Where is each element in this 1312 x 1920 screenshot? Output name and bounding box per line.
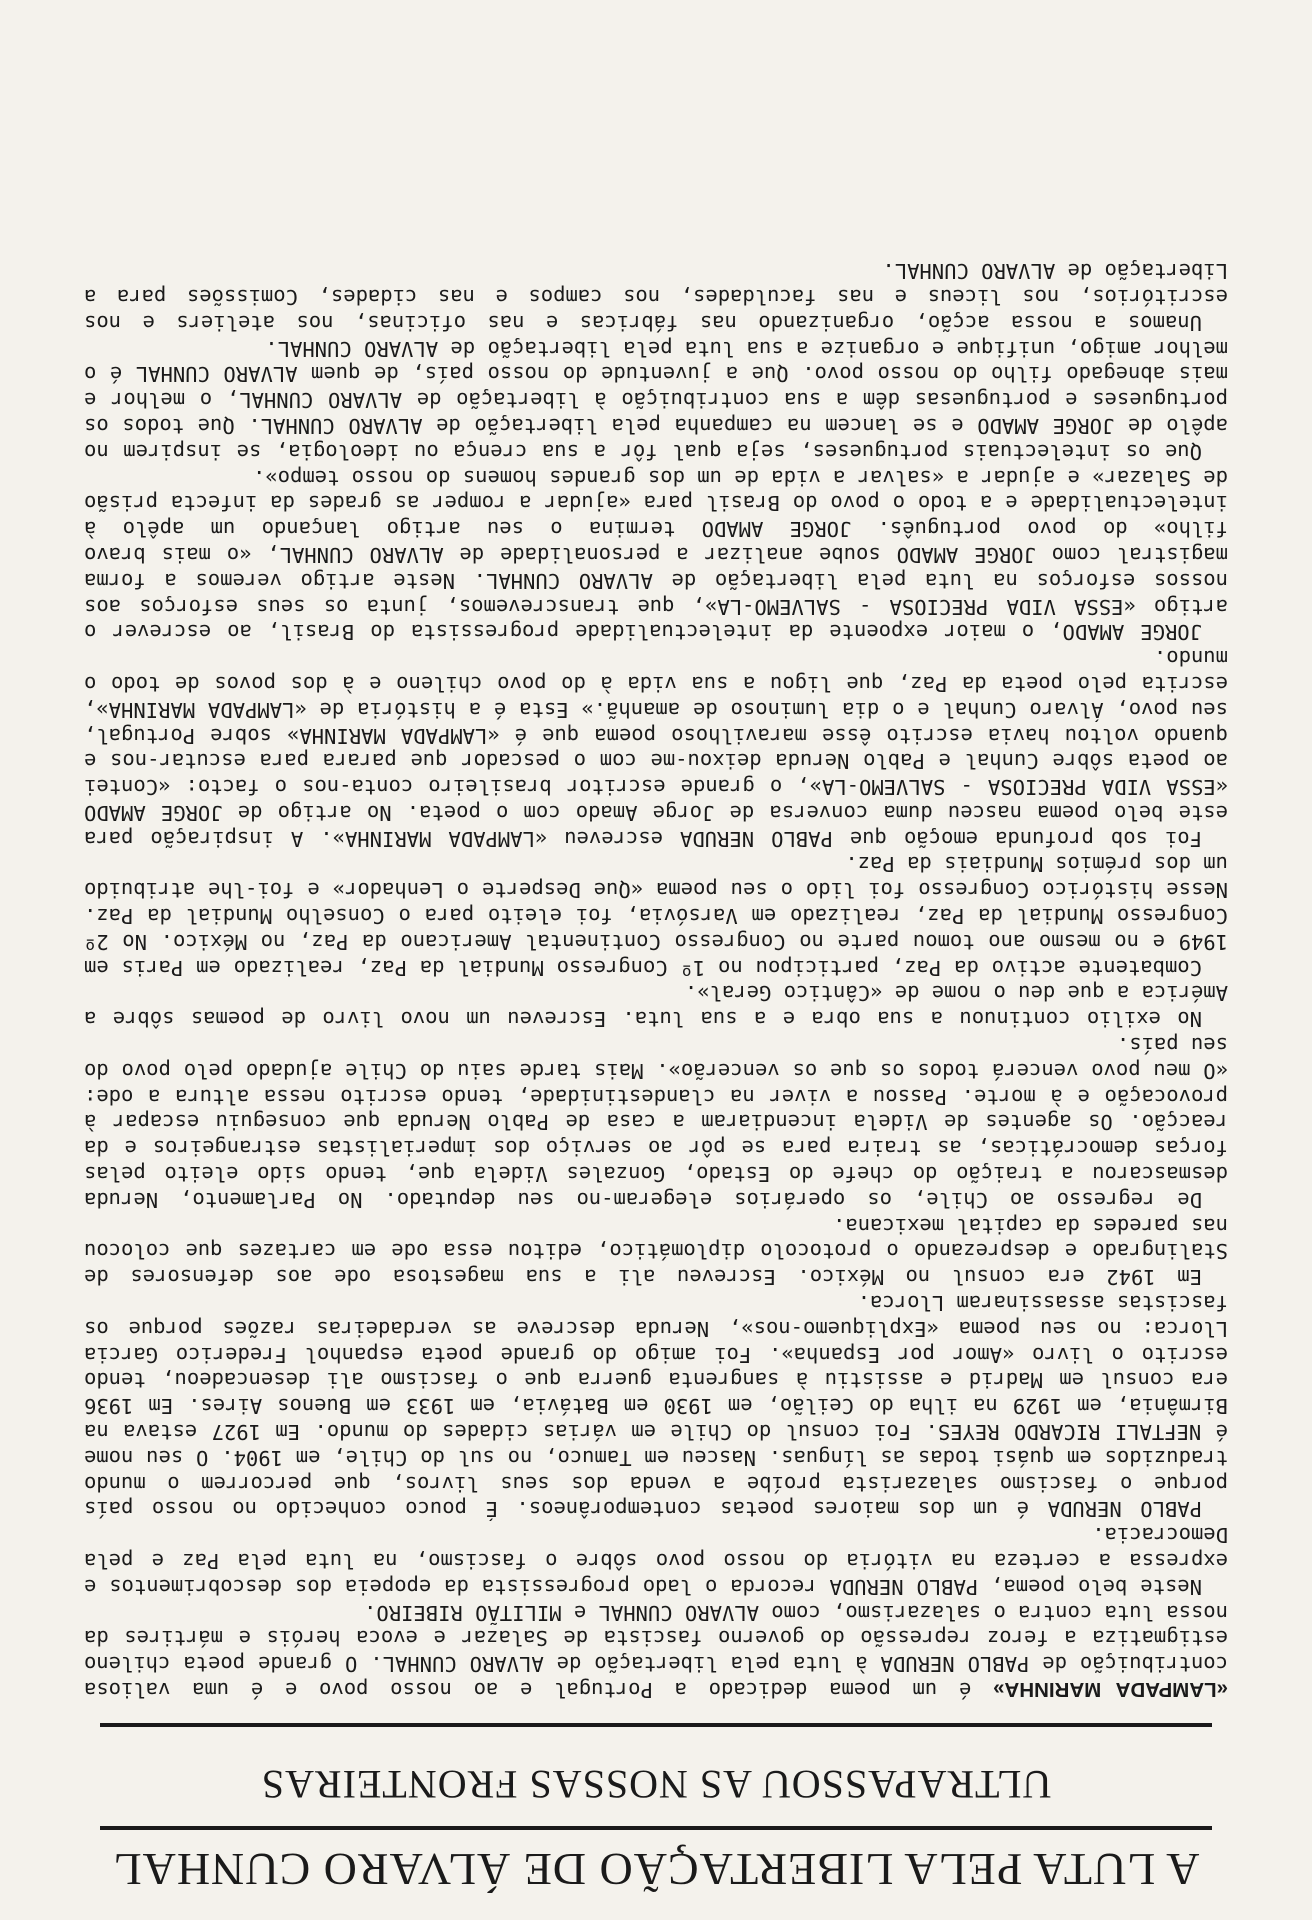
article-body	[84, 32, 1228, 1702]
header-rule-bottom	[100, 1723, 1212, 1727]
paragraph-10: Que os intelectuais portugueses, seja qual fôr a sua crença ou ideologia, se inspirem no apêlo de JORGE AMADO e se lancem na campanha pela libertação de ALVARO CUNHAL. Que todos os portugueses e portuguesas dêm a sua contribuição à libertação de ALVARO CUNHAL, o melhor e mais abnegado filho do nosso povo. Que a juventude do nosso país, de quem ALVARO CUNHAL é o melhor amigo, unifique e organize a sua luta pela libertação de ALVARO CUNHAL.	[84, 336, 1228, 464]
paragraph-7: Combatente activo da Paz, participou no 1º Congresso Mundial da Paz, realizado em Paris em 1949 e no mesmo ano tomou parte no Congresso Continental Americano da Paz, no México. No 2º Congresso Mundial da Paz, realizado em Varsóvia, foi eleito para o Conselho Mundial da Paz. Nesse histórico Congresso foi lido o seu poema «Que Desperte o Lenhador» e foi-lhe atribuido um dos prémios Mundiais da Paz.	[84, 852, 1228, 980]
paragraph-1-text: é um poema dedicado a Portugal e ao nosso povo e é uma valiosa contribuição de PABLO NERUDA à luta pela libertação de ALVARO CUNHAL. O grande poeta chileno estigmatiza a feroz repressão do governo fascista de Salazar e evoca heróis e mártires da nossa luta contra o salazarismo, como ALVARO CUNHAL e MILITÃO RIBEIRO.	[84, 1600, 1228, 1702]
paragraph-9: JORGE AMADO, o maior expoente da intelectualidade progressista do Brasil, ao escrever o artigo «ESSA VIDA PRECIOSA - SALVEMO-LA», que transcrevemos, junta os seus esforços aos nossos esforços na luta pela libertação de ALVARO CUNHAL. Neste artigo veremos a forma magistral como JORGE AMADO soube analizar a personalidade de ALVARO CUNHAL, «o mais bravo filho» do povo português. JORGE AMADO termina o seu artigo lançando um apêlo à intelectualidade e a todo o povo do Brasil para «ajudar a romper as grades da infecta prisão de Salazar» e ajudar a «salvar a vida de um dos grandes homens do nosso tempo».	[84, 465, 1228, 645]
paragraph-3: PABLO NERUDA é um dos maiores poetas contemporâneos. É pouco conhecido no nosso país porque o fascismo salazarista proíbe a venda dos seus livros, que percorrem o mundo traduzidos em quási todas as línguas. Nasceu em Tamuco, no sul do Chile, em 1904. O seu nome é NEFTALI RICARDO REYES. Foi consul do Chile em várias cidades do mundo. Em 1927 estava na Birmânia, em 1929 na ilha do Ceilão, em 1930 em Batávia, em 1933 em Buenos Aires. Em 1936 era consul em Madrid e assistiu à sangrenta guerra que o fascismo ali desencadeou, tendo escrito o livro «Amor por Espanha». Foi amigo do grande poeta espanhol Frederico Garcia Llorca: no seu poema «Expliquemo-nos», Neruda descreve as verdadeiras razões porque os fascistas assassinaram Llorca.	[84, 1291, 1228, 1522]
paragraph-2: Neste belo poema, PABLO NERUDA recorda o lado progressista da epopeia dos descobrimentos e expressa a certeza na vitória do nosso povo sôbre o fascismo, na luta pela Paz e pela Democracia.	[84, 1523, 1228, 1599]
paragraph-4: Em 1942 era consul no México. Escreveu ali a sua magestosa ode aos defensores de Stalingrado e desprezando o protocolo diplomático, editou essa ode em cartazes que colocou nas paredes da capital mexicana.	[84, 1213, 1228, 1290]
header-rule-top	[100, 1826, 1212, 1830]
paragraph-6: No exilio continuou a sua obra e a sua luta. Escreveu um novo livro de poemas sôbre a América a que deu o nome de «Cântico Geral».	[84, 981, 1228, 1032]
headline: A LUTA PELA LIBERTAÇÃO DE ÁLVARO CUNHAL	[112, 1844, 1200, 1895]
poem-title-lead: «LAMPADA MARINHA»	[993, 1678, 1228, 1701]
subheadline: ULTRAPASSOU AS NOSSAS FRONTEIRAS	[260, 1762, 1052, 1807]
paragraph-11: Unamos a nossa acção, organizando nas fábricas e nas oficinas, nos ateliers e nos escritórios, nos liceus e nas faculdades, nos campos e nas cidades, Comissões para a Libertação de ALVARO CUNHAL.	[84, 259, 1228, 335]
leaflet	[70, 28, 1242, 1895]
paragraph-5: De regresso ao Chile, os operários elegeram-no seu deputado. No Parlamento, Neruda desmascarou a traição do chefe do Estado, Gonzales Videla que, tendo sido eleito pelas forças democráticas, as traira para se pôr ao serviço dos imperialistas estrangeiros e da reacção. Os agentes de Videla incendiaram a casa de Pablo Neruda que conseguiu escapar à provocação e à morte. Passou a viver na clandestinidade, tendo escrito nessa altura a ode: «O meu povo vencerá todos os que os vencerão». Mais tarde saiu do Chile ajudado pelo povo do seu país.	[84, 1033, 1228, 1212]
paragraph-8: Foi sob profunda emoção que PABLO NERUDA escreveu «LAMPADA MARINHA». A inspiração para este belo poema nasceu duma conversa de Jorge Amado com o poeta. No artigo de JORGE AMADO «ESSA VIDA PRECIOSA - SALVEMO-LA», o grande escritor brasileiro conta-nos o facto: «Contei ao poeta sôbre Cunhal e Pablo Neruda deixou-me com o pescador que parara para escutar-nos e quando voltou havia escrito êsse maravilhoso poema que é «LAMPADA MARINHA» sobre Portugal, seu povo, Álvaro Cunhal e o dia luminoso de amanhã.» Esta é a história de «LAMPADA MARINHA», escrita pelo poeta da Paz, que ligou a sua vida à do povo chileno e à dos povos de todo o mundo.	[84, 646, 1228, 851]
paragraph-1	[84, 1599, 1228, 1702]
